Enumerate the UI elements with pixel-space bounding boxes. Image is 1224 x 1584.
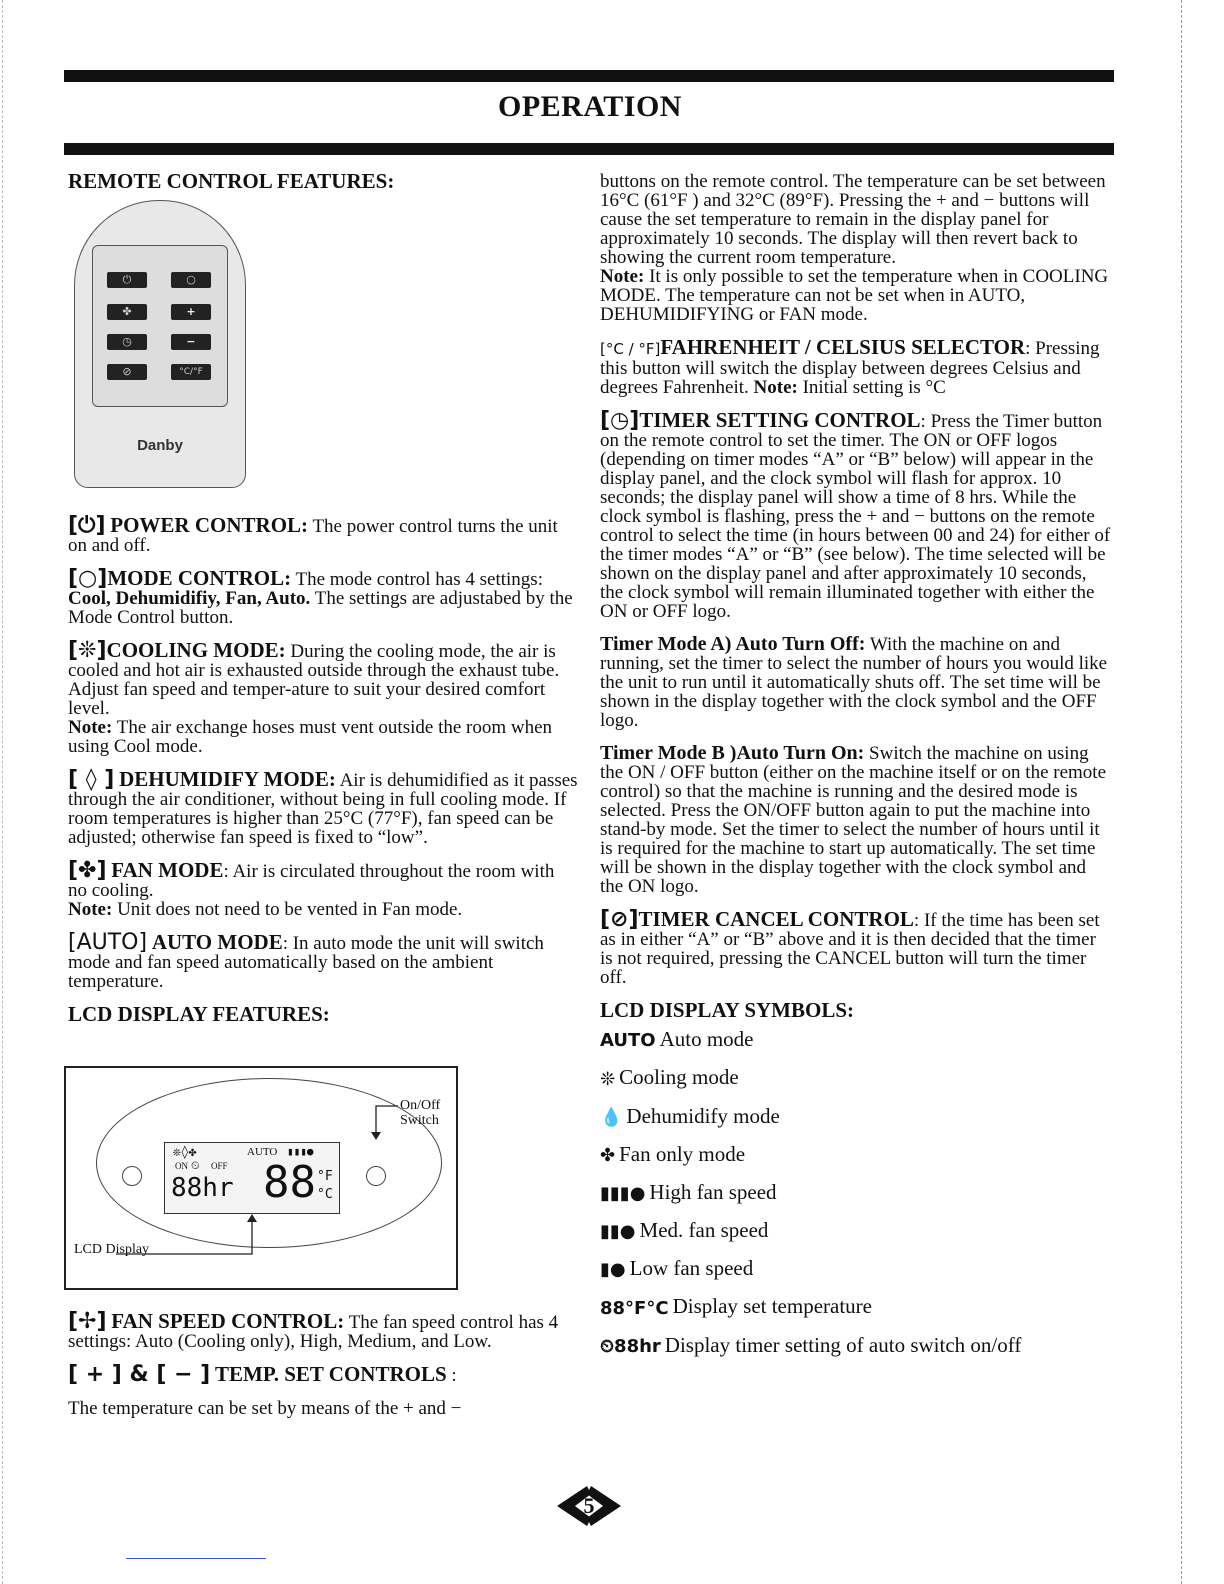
fc-selector-paragraph: [°C / °F]FAHRENHEIT / CELSIUS SELECTOR: Pressing this button will switch the display between degrees Celsius and degrees Fahrenheit. Note: Initial setting is °C <box>600 335 1100 399</box>
auto-mode-paragraph: [AUTO] AUTO MODE: In auto mode the unit will switch mode and fan speed automatically based on the ambient temperature. <box>68 930 544 992</box>
lcd-off-label: OFF <box>211 1161 228 1171</box>
symbol-description: Med. fan speed <box>639 1218 769 1243</box>
lcd-mode-icons: ❊◊✤ <box>173 1145 197 1160</box>
temp-set-continued: buttons on the remote control. The temperature can be set between 16°C (61°F ) and 32°C (89°F). Pressing the + and − buttons will cause the set temperature to remain in the display panel for approximately 10 seconds. The display will then revert back to showing the current room temperature. <box>600 171 1106 268</box>
remote-features-heading: REMOTE CONTROL FEATURES: <box>68 169 395 193</box>
symbol-description: Display set temperature <box>672 1294 872 1319</box>
lcd-symbols-heading: LCD DISPLAY SYMBOLS: <box>600 998 854 1023</box>
remote-cancel-button: ⊘ <box>107 364 147 380</box>
fan-speed-paragraph: [✢] FAN SPEED CONTROL: The fan speed control has 4 settings: Auto (Cooling only), High, Medium, and Low. <box>68 1309 559 1352</box>
lcd-display-label: LCD Display <box>74 1242 150 1257</box>
page-edge-left <box>2 0 3 1584</box>
remote-mode-button: ○ <box>171 272 211 288</box>
symbol-description: Fan only mode <box>619 1141 746 1166</box>
timer-setting-paragraph: [◷]TIMER SETTING CONTROL: Press the Timer button on the remote control to set the timer. The ON or OFF logos (depending on timer modes “A” or “B” below) will appear in the display panel, and the clock symbol will flash for approx. 10 seconds; the display panel will show a time of 8 hrs. While the clock symbol is flashing, press the + and − buttons on the remote control to select the time (in hours between 00 and 24) for either of the timer modes “A” or “B” (see below). The time selected will be shown on the display panel and after approximately 10 seconds, the clock symbol will remain illuminated together with either the ON or OFF logo. <box>600 408 1111 623</box>
low-fan-speed-icon: ▮● <box>600 1259 626 1281</box>
lcd-symbols-list <box>600 1028 1112 1358</box>
power-control-paragraph: [⏻] POWER CONTROL: The power control turns the unit on and off. <box>68 513 558 556</box>
cancel-icon: [⊘] <box>600 907 639 933</box>
lcd-on-label: ON <box>175 1161 188 1171</box>
symbol-description: Low fan speed <box>629 1256 754 1281</box>
timer-mode-b-paragraph: Timer Mode B )Auto Turn On: Switch the machine on using the ON / OFF button (either on the machine itself or on the remote control) so that the machine is running and the desired mode is selected. Press the ON/OFF button again to put the machine into stand-by mode. Set the timer to select the number of hours until it is required for the machine to start up automatically. The set time will be shown in the display together with the clock symbol and the ON logo. <box>600 742 1107 898</box>
remote-cf-button: °C/°F <box>171 364 211 380</box>
lcd-symbol-row <box>600 1181 1112 1205</box>
remote-timer-button: ◷ <box>107 334 147 350</box>
lcd-symbol-row <box>600 1105 1112 1129</box>
lcd-auto-label: AUTO <box>247 1146 278 1158</box>
fan-only-mode-icon: ✤ <box>600 1144 616 1166</box>
high-fan-speed-icon: ▮▮▮● <box>600 1183 646 1205</box>
snowflake-icon: [❊] <box>68 638 107 663</box>
lcd-symbol-row <box>600 1334 1112 1358</box>
lcd-fan-speed-icon: ▮▮▮● <box>287 1145 314 1158</box>
remote-fan-button: ✤ <box>107 304 147 320</box>
mode-control-paragraph: [○]MODE CONTROL: The mode control has 4 settings: Cool, Dehumidifiy, Fan, Auto. The settings are adjustabed by the Mode Control button. <box>68 566 573 628</box>
remote-minus-button: − <box>171 334 211 350</box>
temp-set-text: The temperature can be set by means of the + and − <box>68 1398 462 1419</box>
power-icon: [⏻] <box>68 513 106 538</box>
remote-brand-logo: Danby <box>137 437 183 454</box>
fc-icon: [°C / °F] <box>600 340 661 359</box>
symbol-description: Auto mode <box>659 1027 754 1052</box>
fan-icon: [✤] <box>68 858 107 883</box>
lcd-display-diagram <box>64 1066 458 1290</box>
title-underline-rule <box>64 143 1114 155</box>
lcd-symbol-row <box>600 1143 1112 1167</box>
med-fan-speed-icon: ▮▮● <box>600 1221 636 1243</box>
lcd-symbol-row <box>600 1219 1112 1243</box>
cooling-mode-paragraph: [❊]COOLING MODE: During the cooling mode, the air is cooled and hot air is exhausted outside through the exhaust tube. Adjust fan speed and temper-ature to suit your desired comfort level. Note: The air exchange hoses must vent outside the room when using Cool mode. <box>68 638 560 757</box>
remote-plus-button: + <box>171 304 211 320</box>
timer-cancel-paragraph: [⊘]TIMER CANCEL CONTROL: If the time has been set as in either “A” or “B” above and it is then decided that the timer is not required, pressing the CANCEL button will turn the timer off. <box>600 907 1100 989</box>
lcd-f-unit: °F <box>317 1169 333 1184</box>
lcd-symbol-row <box>600 1295 1112 1319</box>
auto-mode-icon: AUTO <box>600 1030 656 1052</box>
set-temperature-icon: 88°F°C <box>600 1297 669 1319</box>
mode-icon: [○] <box>68 566 108 591</box>
lcd-features-heading: LCD DISPLAY FEATURES: <box>68 1002 330 1026</box>
symbol-description: Cooling mode <box>619 1065 739 1090</box>
plus-minus-icons: [ + ] & [ − ] <box>68 1362 211 1387</box>
droplet-icon: [ ◊ ] <box>68 767 115 792</box>
symbol-description: High fan speed <box>649 1179 777 1204</box>
dehumidify-mode-paragraph: [ ◊ ] DEHUMIDIFY MODE: Air is dehumidified as it passes through the air conditioner, without being in full cooling mode. If room temperatures is higher than 25°C (77°F), fan speed can be adjusted; otherwise fan speed is fixed to “low”. <box>68 767 578 848</box>
lcd-symbol-row <box>600 1066 1112 1090</box>
page-number: 5 <box>553 1480 625 1532</box>
timer-display-icon: ⏲88hr <box>600 1335 661 1357</box>
cooling-mode-icon: ❊ <box>600 1068 616 1090</box>
lcd-c-unit: °C <box>317 1187 333 1202</box>
temp-set-note: Note: It is only possible to set the temperature when in COOLING MODE. The temperature can not be set when in AUTO, DEHUMIDIFYING or FAN mode. <box>600 266 1109 325</box>
fan-mode-paragraph: [✤] FAN MODE: Air is circulated throughout the room with no cooling. Note: Unit does not need to be vented in Fan mode. <box>68 858 555 920</box>
symbol-description: Dehumidify mode <box>626 1103 780 1128</box>
remote-power-button: ⏻ <box>107 272 147 288</box>
onoff-switch-label: On/Off Switch <box>400 1098 441 1128</box>
auto-icon: [AUTO] <box>68 930 148 955</box>
footer-link-underline <box>126 1558 266 1559</box>
lcd-symbol-row <box>600 1028 1112 1052</box>
lcd-symbol-row <box>600 1257 1112 1281</box>
timer-mode-a-paragraph: Timer Mode A) Auto Turn Off: With the machine on and running, set the timer to select the number of hours you would like the unit to run until it automatically shuts off. The set time will be shown in the display together with the clock symbol and the OFF logo. <box>600 633 1108 732</box>
top-rule <box>64 70 1114 82</box>
fan-speed-icon: [✢] <box>68 1309 107 1334</box>
page-edge-right <box>1181 0 1182 1584</box>
page-title: OPERATION <box>498 90 682 123</box>
lcd-clock-icon: ⏲ <box>191 1159 200 1172</box>
remote-control-illustration <box>74 200 246 488</box>
lcd-hours-digits: 88hr <box>171 1173 234 1203</box>
lcd-temp-digits: 88 <box>263 1157 316 1208</box>
dehumidify-mode-icon: 💧 <box>600 1106 623 1128</box>
temp-set-heading: [ + ] & [ − ] TEMP. SET CONTROLS : <box>68 1362 457 1387</box>
remote-button-panel <box>92 245 228 407</box>
symbol-description: Display timer setting of auto switch on/off <box>664 1332 1022 1357</box>
timer-icon: [◷] <box>600 408 640 434</box>
